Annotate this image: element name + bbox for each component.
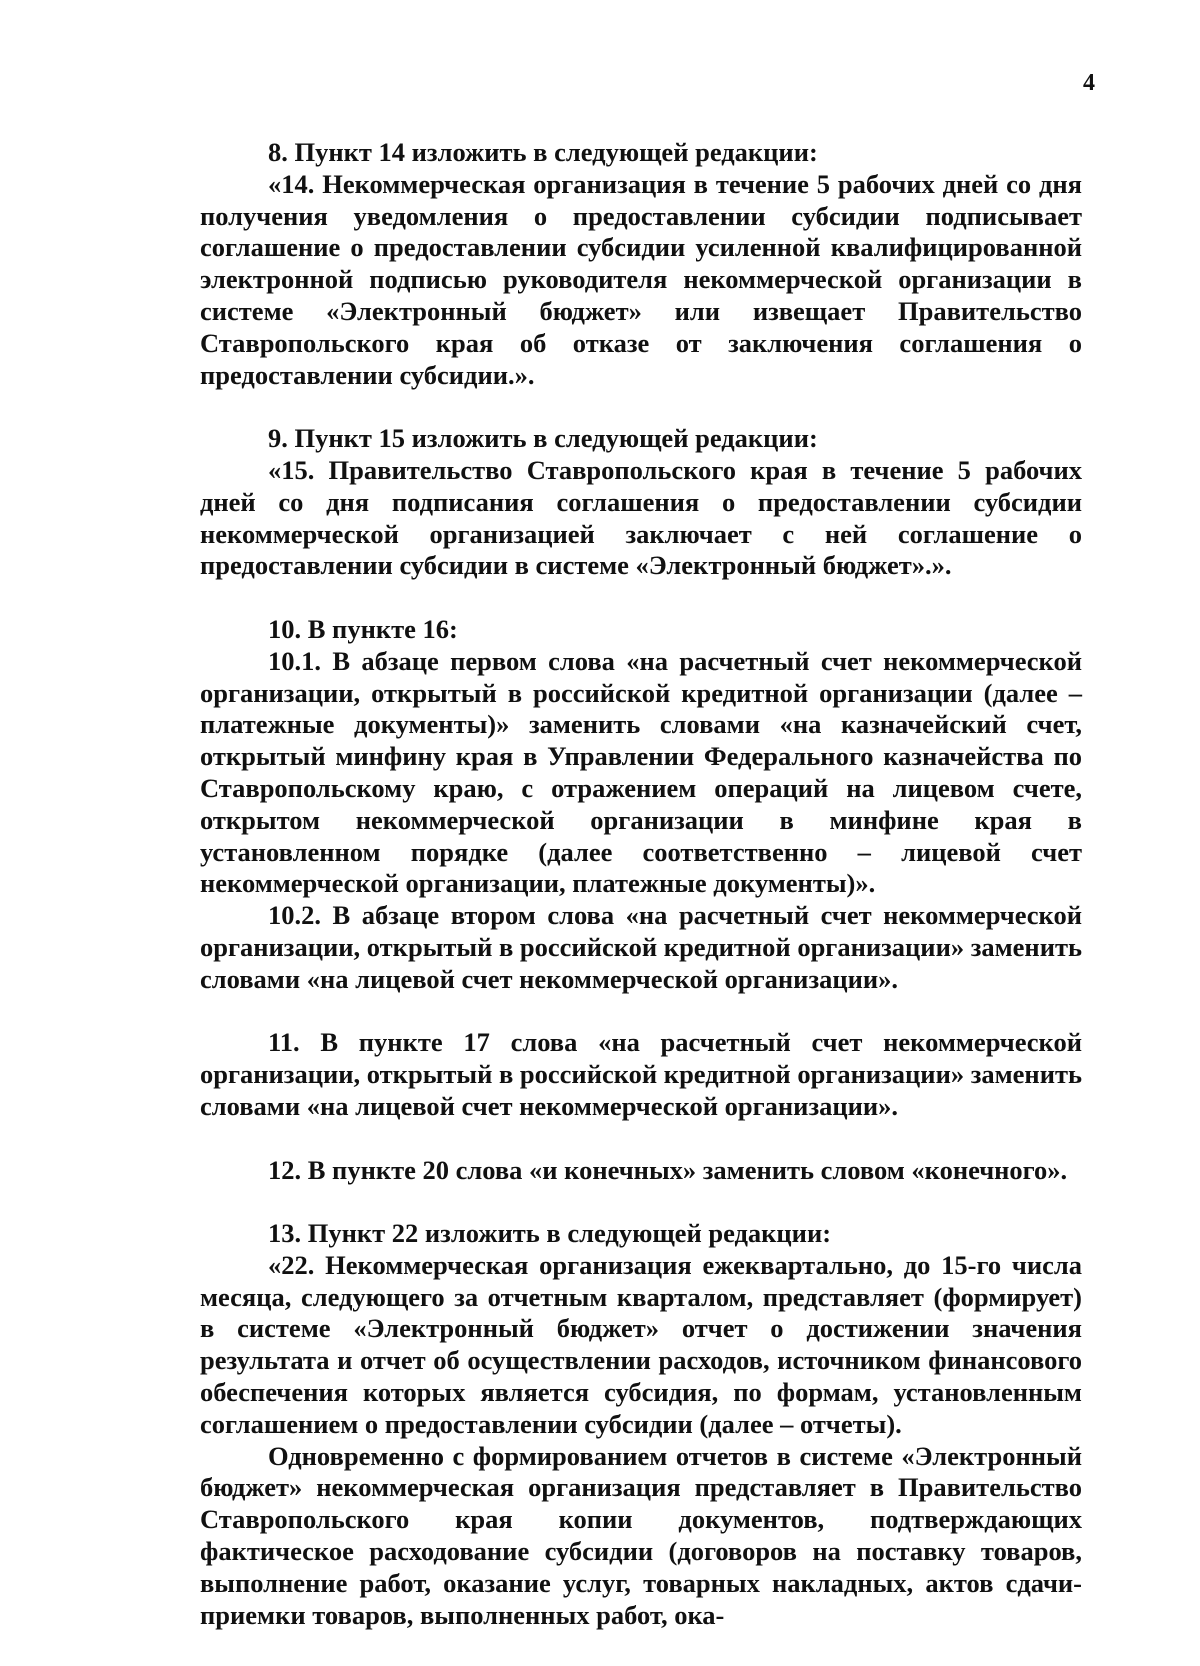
section-heading: 9. Пункт 15 изложить в следующей редакции: (268, 423, 818, 454)
section-heading: 8. Пункт 14 изложить в следующей редакции: (268, 137, 818, 167)
paragraph: 10.1. В абзаце первом слова «на расчетный счет некоммерческой организации, открытый в российской кредитной организации (далее – платежные документы)» заменить словами «на казначейский счет, открытый минфину края в Управлении Федерального казначейства по Ставропольскому краю, с отражением операций на лицевом счете, открытом некоммерческой организации в минфине края в установленном порядке (далее соответственно – лицевой счет некоммерческой организации, платежные документы)». (200, 645, 1082, 899)
page-number: 4 (1083, 70, 1095, 96)
section-item-9 (200, 423, 1082, 582)
paragraph: 10.2. В абзаце втором слова «на расчетный счет некоммерческой организации, открытый в российской кредитной организации» заменить словами «на лицевой счет некоммерческой организации». (200, 900, 1082, 994)
paragraph: 12. В пункте 20 слова «и конечных» заменить словом «конечного». (268, 1154, 1068, 1185)
section-item-8 (200, 137, 1082, 391)
section-item-10 (200, 614, 1082, 996)
paragraph: «15. Правительство Ставропольского края в течение 5 рабочих дней со дня подписания соглашения о предоставлении субсидии некоммерческой организацией заключает с ней соглашение о предоставлении субсидии в системе «Электронный бюджет».». (200, 454, 1082, 581)
paragraph: Одновременно с формированием отчетов в системе «Электронный бюджет» некоммерческая организация представляет в Правительство Ставропольского края копии документов, подтверждающих фактическое расходование субсидии (договоров на поставку товаров, выполнение работ, оказание услуг, товарных накладных, актов сдачи-приемки товаров, выполненных работ, ока- (200, 1440, 1082, 1630)
section-heading: 10. В пункте 16: (268, 613, 458, 644)
section-item-11 (200, 1027, 1082, 1122)
section-item-13 (200, 1218, 1082, 1631)
paragraph: «14. Некоммерческая организация в течение 5 рабочих дней со дня получения уведомления о предоставлении субсидии подписывает соглашение о предоставлении субсидии усиленной квалифицированной электронной подписью руководителя некоммерческой организации в системе «Электронный бюджет» или извещает Правительство Ставропольского края об отказе от заключения соглашения о предоставлении субсидии.». (200, 168, 1082, 390)
paragraph: 11. В пункте 17 слова «на расчетный счет некоммерческой организации, открытый в российской кредитной организации» заменить словами «на лицевой счет некоммерческой организации». (200, 1027, 1082, 1121)
paragraph: «22. Некоммерческая организация ежеквартально, до 15-го числа месяца, следующего за отчетным кварталом, представляет (формирует) в системе «Электронный бюджет» отчет о достижении значения результата и отчет об осуществлении расходов, источником финансового обеспечения которых является субсидия, по формам, установленным соглашением о предоставлении субсидии (далее – отчеты). (200, 1249, 1082, 1439)
section-item-12 (200, 1155, 1082, 1187)
document-body (200, 137, 1082, 1663)
section-heading: 13. Пункт 22 изложить в следующей редакции: (268, 1218, 832, 1249)
